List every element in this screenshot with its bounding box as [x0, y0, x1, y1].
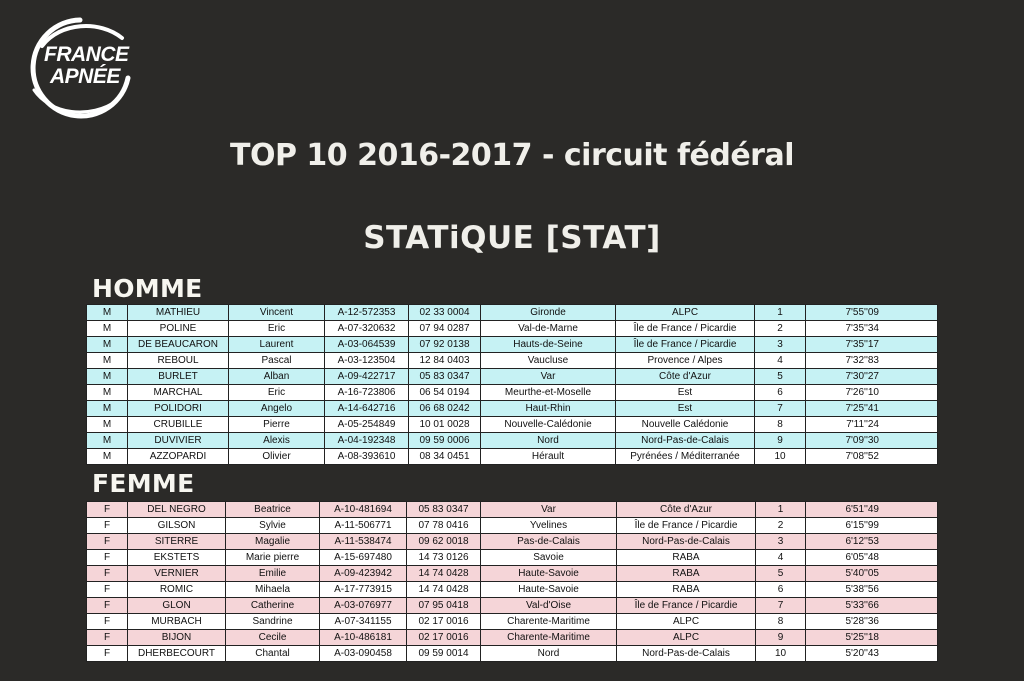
cell-sex: M [87, 433, 128, 449]
cell-last-name: MURBACH [128, 614, 226, 630]
cell-club-code: 05 83 0347 [407, 502, 481, 518]
cell-last-name: AZZOPARDI [128, 449, 229, 465]
cell-licence: A-03-090458 [320, 646, 407, 662]
cell-last-name: BURLET [128, 369, 229, 385]
cell-region: Nord-Pas-de-Calais [616, 433, 755, 449]
cell-club-code: 06 54 0194 [409, 385, 481, 401]
table-row [87, 646, 938, 662]
cell-department: Hérault [481, 449, 616, 465]
cell-sex: F [87, 534, 128, 550]
cell-club-code: 05 83 0347 [409, 369, 481, 385]
cell-rank: 9 [755, 433, 806, 449]
cell-first-name: Sylvie [226, 518, 320, 534]
cell-sex: F [87, 630, 128, 646]
logo-line-2: APNÉE [50, 65, 120, 88]
cell-department: Gironde [481, 305, 616, 321]
cell-last-name: CRUBILLE [128, 417, 229, 433]
cell-licence: A-10-486181 [320, 630, 407, 646]
cell-club-code: 02 17 0016 [407, 614, 481, 630]
france-apnee-logo [20, 16, 140, 120]
cell-first-name: Vincent [229, 305, 325, 321]
cell-department: Val-d'Oise [481, 598, 617, 614]
cell-club-code: 07 78 0416 [407, 518, 481, 534]
table-row [87, 582, 938, 598]
table-row [87, 502, 938, 518]
cell-last-name: DUVIVIER [128, 433, 229, 449]
cell-licence: A-17-773915 [320, 582, 407, 598]
cell-region: Nord-Pas-de-Calais [617, 646, 756, 662]
cell-club-code: 07 94 0287 [409, 321, 481, 337]
table-row [87, 417, 938, 433]
cell-region: Île de France / Picardie [617, 598, 756, 614]
cell-sex: M [87, 353, 128, 369]
cell-club-code: 09 62 0018 [407, 534, 481, 550]
cell-club-code: 14 73 0126 [407, 550, 481, 566]
cell-time: 7'26''10 [806, 385, 938, 401]
cell-department: Haute-Savoie [481, 566, 617, 582]
cell-rank: 6 [756, 582, 806, 598]
cell-first-name: Chantal [226, 646, 320, 662]
table-row [87, 614, 938, 630]
cell-sex: M [87, 369, 128, 385]
cell-first-name: Sandrine [226, 614, 320, 630]
cell-region: ALPC [617, 614, 756, 630]
table-row [87, 305, 938, 321]
cell-time: 7'09''30 [806, 433, 938, 449]
cell-last-name: GLON [128, 598, 226, 614]
cell-sex: F [87, 598, 128, 614]
cell-club-code: 12 84 0403 [409, 353, 481, 369]
cell-region: Île de France / Picardie [616, 337, 755, 353]
cell-first-name: Pierre [229, 417, 325, 433]
cell-club-code: 06 68 0242 [409, 401, 481, 417]
table-row [87, 433, 938, 449]
cell-time: 7'35''17 [806, 337, 938, 353]
cell-rank: 8 [755, 417, 806, 433]
section-label-homme: HOMME [92, 274, 203, 303]
table-row [87, 369, 938, 385]
cell-first-name: Eric [229, 385, 325, 401]
cell-sex: M [87, 401, 128, 417]
cell-licence: A-08-393610 [325, 449, 409, 465]
cell-club-code: 14 74 0428 [407, 566, 481, 582]
cell-rank: 6 [755, 385, 806, 401]
cell-region: Est [616, 401, 755, 417]
cell-last-name: BIJON [128, 630, 226, 646]
cell-rank: 4 [756, 550, 806, 566]
cell-last-name: DHERBECOURT [128, 646, 226, 662]
cell-region: Est [616, 385, 755, 401]
cell-first-name: Pascal [229, 353, 325, 369]
cell-licence: A-11-538474 [320, 534, 407, 550]
table-row [87, 321, 938, 337]
cell-licence: A-03-076977 [320, 598, 407, 614]
cell-rank: 5 [756, 566, 806, 582]
cell-time: 5'38''56 [806, 582, 938, 598]
cell-time: 7'35''34 [806, 321, 938, 337]
cell-department: Haut-Rhin [481, 401, 616, 417]
cell-rank: 3 [755, 337, 806, 353]
table-row [87, 518, 938, 534]
cell-first-name: Angelo [229, 401, 325, 417]
cell-club-code: 02 17 0016 [407, 630, 481, 646]
cell-last-name: MARCHAL [128, 385, 229, 401]
cell-first-name: Olivier [229, 449, 325, 465]
cell-time: 6'12''53 [806, 534, 938, 550]
cell-time: 7'30''27 [806, 369, 938, 385]
cell-region: Pyrénées / Méditerranée [616, 449, 755, 465]
cell-rank: 9 [756, 630, 806, 646]
cell-sex: M [87, 449, 128, 465]
cell-time: 7'55''09 [806, 305, 938, 321]
cell-sex: M [87, 305, 128, 321]
cell-licence: A-09-422717 [325, 369, 409, 385]
table-row [87, 598, 938, 614]
table-row [87, 534, 938, 550]
cell-region: RABA [617, 566, 756, 582]
cell-licence: A-04-192348 [325, 433, 409, 449]
page-title: TOP 10 2016-2017 - circuit fédéral [230, 138, 794, 173]
table-row [87, 337, 938, 353]
cell-department: Nouvelle-Calédonie [481, 417, 616, 433]
cell-time: 5'33''66 [806, 598, 938, 614]
cell-region: Île de France / Picardie [617, 518, 756, 534]
cell-sex: F [87, 582, 128, 598]
cell-time: 6'51''49 [806, 502, 938, 518]
cell-first-name: Cecile [226, 630, 320, 646]
cell-region: Côte d'Azur [616, 369, 755, 385]
cell-region: Île de France / Picardie [616, 321, 755, 337]
cell-region: ALPC [616, 305, 755, 321]
cell-last-name: MATHIEU [128, 305, 229, 321]
cell-club-code: 09 59 0014 [407, 646, 481, 662]
cell-first-name: Mihaela [226, 582, 320, 598]
cell-time: 7'08''52 [806, 449, 938, 465]
cell-sex: M [87, 417, 128, 433]
cell-licence: A-11-506771 [320, 518, 407, 534]
table-row [87, 550, 938, 566]
cell-club-code: 14 74 0428 [407, 582, 481, 598]
cell-first-name: Beatrice [226, 502, 320, 518]
cell-department: Var [481, 369, 616, 385]
cell-region: Nouvelle Calédonie [616, 417, 755, 433]
cell-department: Charente-Maritime [481, 614, 617, 630]
cell-first-name: Emilie [226, 566, 320, 582]
cell-first-name: Alban [229, 369, 325, 385]
cell-licence: A-12-572353 [325, 305, 409, 321]
cell-region: ALPC [617, 630, 756, 646]
cell-last-name: ROMIC [128, 582, 226, 598]
cell-department: Var [481, 502, 617, 518]
logo-line-1: FRANCE [44, 43, 129, 66]
homme-results-table [86, 304, 938, 465]
cell-department: Val-de-Marne [481, 321, 616, 337]
cell-department: Pas-de-Calais [481, 534, 617, 550]
cell-licence: A-05-254849 [325, 417, 409, 433]
cell-region: RABA [617, 582, 756, 598]
cell-licence: A-16-723806 [325, 385, 409, 401]
cell-department: Meurthe-et-Moselle [481, 385, 616, 401]
cell-club-code: 02 33 0004 [409, 305, 481, 321]
cell-club-code: 07 92 0138 [409, 337, 481, 353]
cell-department: Vaucluse [481, 353, 616, 369]
cell-first-name: Magalie [226, 534, 320, 550]
cell-time: 5'25''18 [806, 630, 938, 646]
cell-last-name: DE BEAUCARON [128, 337, 229, 353]
cell-first-name: Laurent [229, 337, 325, 353]
table-row [87, 401, 938, 417]
table-row [87, 449, 938, 465]
cell-sex: F [87, 550, 128, 566]
cell-region: Provence / Alpes [616, 353, 755, 369]
cell-last-name: DEL NEGRO [128, 502, 226, 518]
cell-time: 7'32''83 [806, 353, 938, 369]
cell-department: Savoie [481, 550, 617, 566]
cell-time: 5'20''43 [806, 646, 938, 662]
cell-region: Nord-Pas-de-Calais [617, 534, 756, 550]
cell-first-name: Catherine [226, 598, 320, 614]
cell-last-name: VERNIER [128, 566, 226, 582]
table-row [87, 630, 938, 646]
table-row [87, 353, 938, 369]
cell-licence: A-07-320632 [325, 321, 409, 337]
cell-last-name: REBOUL [128, 353, 229, 369]
cell-club-code: 08 34 0451 [409, 449, 481, 465]
cell-time: 5'28''36 [806, 614, 938, 630]
page-subtitle: STATiQUE [STAT] [363, 220, 661, 256]
cell-licence: A-09-423942 [320, 566, 407, 582]
section-label-femme: FEMME [92, 469, 195, 498]
cell-licence: A-10-481694 [320, 502, 407, 518]
cell-sex: F [87, 566, 128, 582]
table-row [87, 566, 938, 582]
cell-first-name: Alexis [229, 433, 325, 449]
cell-department: Haute-Savoie [481, 582, 617, 598]
cell-sex: F [87, 614, 128, 630]
cell-rank: 2 [756, 518, 806, 534]
cell-region: RABA [617, 550, 756, 566]
cell-department: Hauts-de-Seine [481, 337, 616, 353]
cell-sex: M [87, 337, 128, 353]
cell-club-code: 09 59 0006 [409, 433, 481, 449]
cell-sex: F [87, 518, 128, 534]
cell-first-name: Marie pierre [226, 550, 320, 566]
cell-time: 7'11''24 [806, 417, 938, 433]
cell-licence: A-15-697480 [320, 550, 407, 566]
cell-rank: 10 [755, 449, 806, 465]
cell-club-code: 07 95 0418 [407, 598, 481, 614]
cell-rank: 7 [755, 401, 806, 417]
cell-licence: A-03-123504 [325, 353, 409, 369]
cell-licence: A-03-064539 [325, 337, 409, 353]
cell-sex: M [87, 321, 128, 337]
femme-results-table [86, 501, 938, 662]
cell-rank: 4 [755, 353, 806, 369]
cell-last-name: GILSON [128, 518, 226, 534]
cell-club-code: 10 01 0028 [409, 417, 481, 433]
cell-rank: 2 [755, 321, 806, 337]
cell-time: 5'40''05 [806, 566, 938, 582]
cell-rank: 8 [756, 614, 806, 630]
cell-rank: 10 [756, 646, 806, 662]
table-row [87, 385, 938, 401]
cell-last-name: SITERRE [128, 534, 226, 550]
cell-first-name: Eric [229, 321, 325, 337]
cell-rank: 1 [756, 502, 806, 518]
cell-last-name: EKSTETS [128, 550, 226, 566]
cell-last-name: POLIDORI [128, 401, 229, 417]
cell-licence: A-07-341155 [320, 614, 407, 630]
cell-time: 6'15''99 [806, 518, 938, 534]
cell-department: Charente-Maritime [481, 630, 617, 646]
cell-department: Yvelines [481, 518, 617, 534]
cell-sex: F [87, 502, 128, 518]
cell-department: Nord [481, 646, 617, 662]
cell-sex: M [87, 385, 128, 401]
cell-sex: F [87, 646, 128, 662]
cell-time: 7'25''41 [806, 401, 938, 417]
cell-rank: 7 [756, 598, 806, 614]
cell-time: 6'05''48 [806, 550, 938, 566]
cell-rank: 5 [755, 369, 806, 385]
cell-rank: 3 [756, 534, 806, 550]
cell-region: Côte d'Azur [617, 502, 756, 518]
cell-licence: A-14-642716 [325, 401, 409, 417]
cell-rank: 1 [755, 305, 806, 321]
cell-last-name: POLINE [128, 321, 229, 337]
cell-department: Nord [481, 433, 616, 449]
